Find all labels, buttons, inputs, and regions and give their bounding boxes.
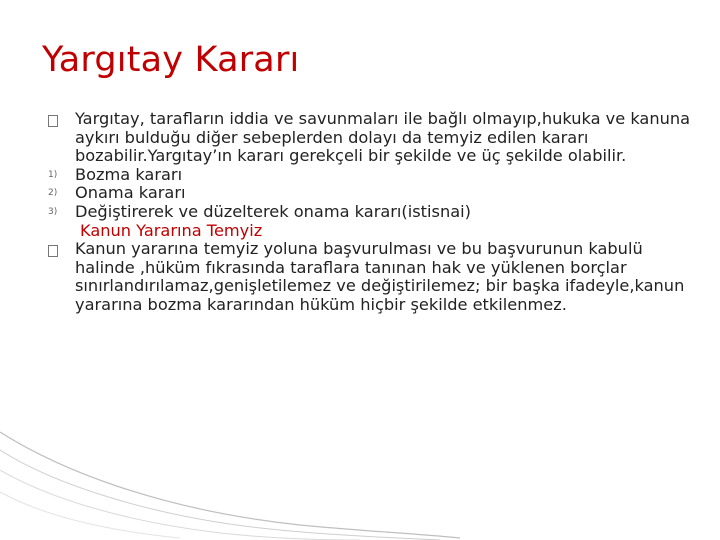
list-number: 1) [48,169,58,180]
list-number: 2) [48,188,58,199]
item-text: Bozma kararı [75,164,183,184]
subheading: Kanun Yararına Temyiz [80,220,263,240]
item-text: Yargıtay, tarafların iddia ve savunmaları ile bağlı olmayıp,hukuka ve kanuna aykırı bulduğu diğer sebeplerden dolayı da temyiz edilen kararı bozabilir.Yargıtay’ın kararı gerekçeli bir şekilde ve üç şekilde olabilir. [75,109,691,166]
item-text: Onama kararı [75,183,186,203]
list-number: 3) [48,206,58,217]
item-text: Kanun yararına temyiz yoluna başvurulması ve bu başvurunun kabulü halinde ,hüküm fıkrasında taraflara tanınan hak ve yüklenen borçlar sınırlandırılamaz,genişletilemez ve değiştirilemez; bir başka ifadeyle,kanun yararına bozma kararından hüküm hiçbir şekilde etkilenmez. [75,239,685,314]
slide-body [48,110,698,315]
corner-decoration [0,430,720,540]
checkbox-bullet-icon [48,110,70,135]
list-item [48,240,698,314]
checkbox-bullet-icon [48,240,70,265]
list-item [48,110,698,166]
list-item [48,166,698,185]
list-item [48,203,698,222]
slide-title: Yargıtay Kararı [42,40,300,80]
list-item [48,184,698,203]
item-text: Değiştirerek ve düzelterek onama kararı(istisnai) [75,201,471,221]
